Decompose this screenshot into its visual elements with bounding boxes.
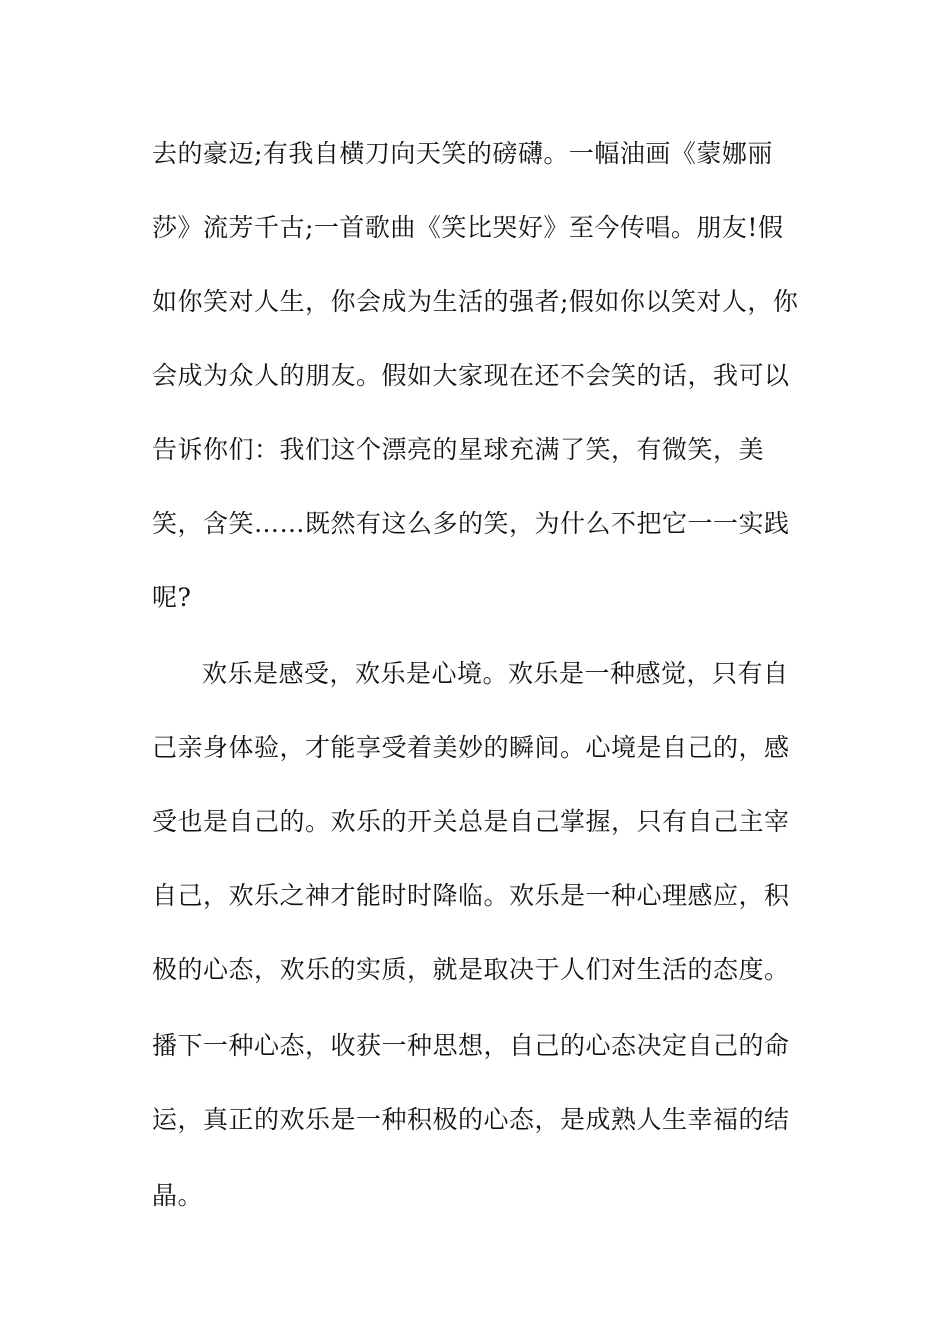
- paragraph-1-line-4: 会成为众人的朋友。假如大家现在还不会笑的话，我可以: [152, 361, 790, 390]
- paragraph-2-line-4: 自己，欢乐之神才能时时降临。欢乐是一种心理感应，积: [152, 881, 790, 910]
- paragraph-2-line-3: 受也是自己的。欢乐的开关总是自己掌握，只有自己主宰: [152, 807, 790, 836]
- paragraph-1-line-3: 如你笑对人生，你会成为生活的强者;假如你以笑对人，你: [152, 287, 799, 316]
- paragraph-1-line-7: 呢?: [152, 583, 192, 612]
- paragraph-2-line-1: 欢乐是感受，欢乐是心境。欢乐是一种感觉，只有自: [202, 659, 789, 688]
- paragraph-2-line-8: 晶。: [152, 1181, 204, 1210]
- paragraph-1-line-5: 告诉你们：我们这个漂亮的星球充满了笑，有微笑，美: [152, 435, 765, 464]
- paragraph-1-line-2: 莎》流芳千古;一首歌曲《笑比哭好》至今传唱。朋友!假: [152, 213, 784, 242]
- paragraph-2-line-5: 极的心态，欢乐的实质，就是取决于人们对生活的态度。: [152, 955, 790, 984]
- paragraph-1-line-1: 去的豪迈;有我自横刀向天笑的磅礴。一幅油画《蒙娜丽: [152, 139, 773, 168]
- paragraph-2-line-6: 播下一种心态，收获一种思想，自己的心态决定自己的命: [152, 1031, 790, 1060]
- paragraph-1-line-6: 笑，含笑……既然有这么多的笑，为什么不把它一一实践: [152, 509, 790, 538]
- paragraph-2-line-7: 运，真正的欢乐是一种积极的心态，是成熟人生幸福的结: [152, 1105, 790, 1134]
- paragraph-2-line-2: 己亲身体验，才能享受着美妙的瞬间。心境是自己的，感: [152, 733, 790, 762]
